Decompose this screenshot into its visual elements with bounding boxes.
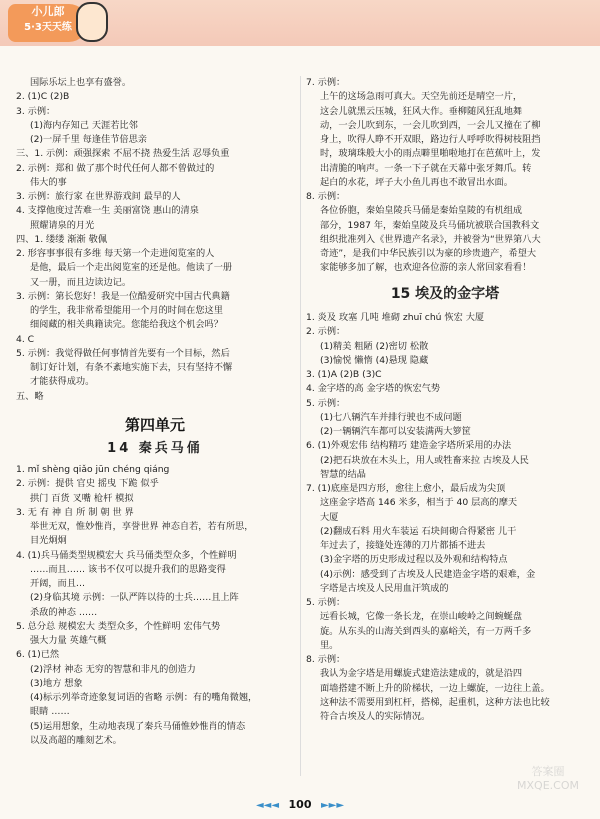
answer-line: 3. 示例：旅行家 在世界游戏间 最早的人 bbox=[16, 191, 181, 202]
unit-title: 第四单元 bbox=[124, 415, 185, 434]
answer-line: 开阔，而且… bbox=[30, 578, 86, 590]
answer-line: 四、1. 缕缕 渐渐 敬佩 bbox=[16, 233, 108, 245]
answer-line: 照耀请泉的月光 bbox=[30, 219, 95, 231]
answer-line: 细阅藏的相关典籍读完。您能给我这个机会吗？ bbox=[30, 319, 223, 331]
answer-line: 5. 总分总 规模宏大 类型众多，个性鲜明 宏伟气势 bbox=[16, 620, 221, 632]
header-banner bbox=[0, 0, 600, 46]
answer-line: 的学生，我非常希望能用一个月的时间在您这里 bbox=[30, 305, 223, 316]
answer-line: 这座金字塔高 146 米多，相当于 40 层高的摩天 bbox=[320, 497, 518, 509]
answer-line: 举世无双，惟妙惟肖，享誉世界 神态自若，若有所思， bbox=[30, 521, 254, 533]
answer-line: 制订好计划，有条不紊地实施下去，只有坚持不懈 bbox=[30, 362, 233, 373]
answer-line: (2)翻成石料 用火车装运 石块间砌合得紧密 儿干 bbox=[320, 525, 517, 537]
answer-line: (4)示例：感受到了古埃及人民建造金字塔的艰难，金 bbox=[320, 568, 536, 580]
answer-line: 2. 示例：郑和 做了那个时代任何人都不曾做过的 bbox=[16, 162, 215, 174]
answer-line: 智慧的结晶 bbox=[320, 468, 366, 480]
answer-line: 3. 示例： bbox=[16, 105, 56, 117]
answer-line: 这种法不需要用到杠杆，搭梯，起重机，这种方法也比较 bbox=[320, 696, 550, 708]
answer-line: 旋。从东头的山海关到西头的嘉峪关，有一万两千多 bbox=[320, 625, 532, 637]
left-column bbox=[16, 76, 294, 748]
answer-line: 5. 示例： bbox=[306, 597, 346, 609]
answer-line: 奇迹”，是我们中华民族引以为豪的珍贵遗产，希望大 bbox=[320, 248, 537, 259]
answer-line: 7. (1)底座是四方形，愈往上愈小，最后成为尖顶 bbox=[306, 483, 506, 495]
answer-line: 年过去了，接缝处连薄的刀片都插不进去 bbox=[320, 540, 486, 552]
answer-line: (1)七八辆汽车并排行驶也不成问题 bbox=[320, 411, 462, 423]
answer-line: 是他，最后一个走出阅览室的还是他。他读了一册 bbox=[30, 262, 233, 274]
answer-line: 里。 bbox=[320, 639, 339, 651]
answer-line: 我认为金字塔是用螺旋式建造法建成的，就是沿四 bbox=[320, 668, 523, 680]
answer-line: 6. (1)外观宏伟 结构精巧 建造金字塔所采用的办法 bbox=[306, 440, 512, 452]
answer-line: 5. 示例：我觉得做任何事情首先要有一个目标，然后 bbox=[16, 347, 230, 359]
answer-line: (1)精美 粗陋 (2)密切 松散 bbox=[320, 340, 429, 352]
answer-line: 以及高超的雕刻艺术。 bbox=[30, 734, 122, 746]
right-top-answers bbox=[306, 76, 584, 276]
answer-line: 3. 示例：第长您好！我是一位酷爱研究中国古代典籍 bbox=[16, 290, 230, 302]
answer-line: 动，一会儿吹到东，一会儿吹到西，一会儿又撞在了柳 bbox=[320, 119, 541, 131]
answer-line: 5. 示例： bbox=[306, 397, 346, 409]
brand-title: 小儿郎 bbox=[31, 5, 65, 18]
answer-line: 大厦 bbox=[320, 511, 339, 523]
answer-line: 时，玻璃珠般大小的雨点噼里啪啦地打在芭蕉叶上，发 bbox=[320, 148, 541, 160]
answer-line: (2)浮材 神态 无穷的智慧和非凡的创造力 bbox=[30, 663, 196, 675]
answer-line: 3. (1)A (2)B (3)C bbox=[306, 369, 382, 381]
lesson-15-answers bbox=[306, 311, 584, 724]
answer-line: 8. 示例： bbox=[306, 654, 346, 666]
answer-line: 国际乐坛上也享有盛誉。 bbox=[30, 77, 132, 88]
answer-line: 2. 形容事事很有多维 每天第一个走进阅览室的人 bbox=[16, 248, 215, 259]
answer-line: 7. 示例： bbox=[306, 77, 346, 88]
answer-line: 眼睛 …… bbox=[30, 706, 70, 718]
lesson-14-number: 14 bbox=[107, 441, 132, 456]
answer-line: 4. 金字塔的高 金字塔的恢宏气势 bbox=[306, 383, 441, 395]
answer-line: 起白的水花，坪子大小鱼儿再也不敢冒出水面。 bbox=[320, 176, 513, 188]
lesson-15-number: 15 bbox=[390, 285, 411, 302]
answer-line: 各位侨胞，秦始皇陵兵马俑是秦始皇陵的有机组成 bbox=[320, 205, 523, 217]
answer-line: 3. 无 有 神 自 所 制 朝 世 界 bbox=[16, 506, 134, 518]
page-number: 100 bbox=[288, 797, 312, 811]
answer-line: 1. mǐ shèng qiǎo jūn chéng qiáng bbox=[16, 464, 170, 476]
answer-line: (4)标示列举奇迹象复词语的省略 示例：有的嘴角微翘， bbox=[30, 692, 258, 704]
answer-line: 杀敌的神态 …… bbox=[30, 606, 98, 618]
answer-line: (3)金字塔的历史形成过程以及外观和结构特点 bbox=[320, 554, 508, 566]
answer-line: 出清脆的响声。一条一下子就在天幕中张牙舞爪。转 bbox=[320, 162, 532, 174]
answer-line: 远看长城，它像一条长龙，在崇山峻岭之间蜿蜒盘 bbox=[320, 611, 523, 623]
answer-line: (3)地方 想象 bbox=[30, 677, 83, 689]
answer-line: 2. 示例：提供 官史 摇曳 下跪 似乎 bbox=[16, 478, 159, 490]
brand-subtitle: 5·3天天练 bbox=[24, 22, 72, 33]
watermark-logo: 答案圈 MXQE.COM bbox=[517, 765, 579, 792]
answer-line: 伟大的事 bbox=[30, 176, 67, 188]
answer-line: 这会儿就黑云压城，狂风大作。垂柳随风狂乱地舞 bbox=[320, 105, 523, 117]
answer-line: 4. 支撑他度过苦难一生 美丽富饶 惠山的清泉 bbox=[16, 205, 199, 217]
answer-line: 1. 炎及 玫塞 几吨 堆砌 zhuī chú 恢宏 大厦 bbox=[306, 312, 485, 324]
lesson-15-title: 埃及的金字塔 bbox=[415, 285, 500, 302]
lesson-14-title: 秦兵马俑 bbox=[138, 441, 203, 456]
answer-line: (2)一屏千里 每逢佳节倍思亲 bbox=[30, 134, 147, 145]
answer-line: 8. 示例： bbox=[306, 191, 346, 202]
answer-line: 符合古埃及人的实际情况。 bbox=[320, 711, 431, 723]
right-column bbox=[306, 76, 584, 724]
answer-line: (3)愉悦 懒惰 (4)悬现 隐藏 bbox=[320, 354, 429, 366]
lesson-15-heading bbox=[306, 284, 584, 306]
prev-arrows-icon: ◄◄◄ bbox=[255, 799, 280, 811]
answer-line: (1)海内存知己 天涯若比邻 bbox=[30, 119, 138, 131]
answer-line: 4. (1)兵马俑类型规模宏大 兵马俑类型众多，个性鲜明 bbox=[16, 549, 237, 561]
answer-line: 2. 示例： bbox=[306, 326, 346, 338]
answer-line: 强大力量 英雄气概 bbox=[30, 635, 107, 647]
answer-line: 三、1. 示例：顽强探索 不屈不挠 热爱生活 忍辱负重 bbox=[16, 148, 230, 160]
answer-line: 身上，吹得人睁不开双眼，路边行人呼呼吹得树枝阻挡 bbox=[320, 134, 541, 145]
answer-line: (2)把石块放在木头上，用人或牲畜来拉 古埃及人民 bbox=[320, 454, 529, 466]
answer-line: 部分，1987 年，秦始皇陵及兵马俑坑被联合国教科文 bbox=[320, 219, 540, 231]
answer-line: 2. (1)C (2)B bbox=[16, 91, 70, 103]
answer-line: (5)运用想象，生动地表现了秦兵马俑惟妙惟肖的情态 bbox=[30, 720, 246, 732]
answer-line: ……而且…… 该书不仅可以提升我们的思路变得 bbox=[30, 563, 226, 575]
answer-line: 组织批准列入《世界遗产名录》，并被誉为“世界第八大 bbox=[320, 233, 541, 245]
answer-line: 拱门 百货 叉嘴 枪杆 模拟 bbox=[30, 492, 134, 504]
answer-line: 4. C bbox=[16, 333, 35, 345]
next-arrows-icon: ►►► bbox=[320, 799, 345, 811]
answer-line: 家能够多加了解，也欢迎各位游的亲人常回家看看！ bbox=[320, 262, 532, 274]
answer-line: 才能获得成功。 bbox=[30, 376, 95, 388]
lesson-14-answers bbox=[16, 463, 294, 748]
column-divider bbox=[300, 76, 301, 776]
answer-line: 字塔是古埃及人民用血汗筑成的 bbox=[320, 582, 449, 594]
mascot-icon bbox=[76, 2, 108, 42]
answer-line: 6. (1)已然 bbox=[16, 649, 60, 661]
answer-line: 目光炯炯 bbox=[30, 535, 67, 547]
answer-line: 面墙搭建不断上升的阶梯状，一边上螺旋，一边往上盖。 bbox=[320, 682, 550, 694]
answer-line: 又一册，而且边读边记。 bbox=[30, 276, 132, 288]
lesson-14-heading bbox=[16, 439, 294, 459]
answer-line: (2)一辆辆汽车都可以安装满两大箩筐 bbox=[320, 426, 471, 438]
answer-line: 上午的这场急雨可真大。天空先前还是晴空一片， bbox=[320, 91, 523, 103]
answer-line: 五、略 bbox=[16, 390, 44, 402]
left-answers bbox=[16, 76, 294, 404]
answer-line: (2)身临其境 示例：一队严阵以待的士兵……且上阵 bbox=[30, 592, 239, 604]
